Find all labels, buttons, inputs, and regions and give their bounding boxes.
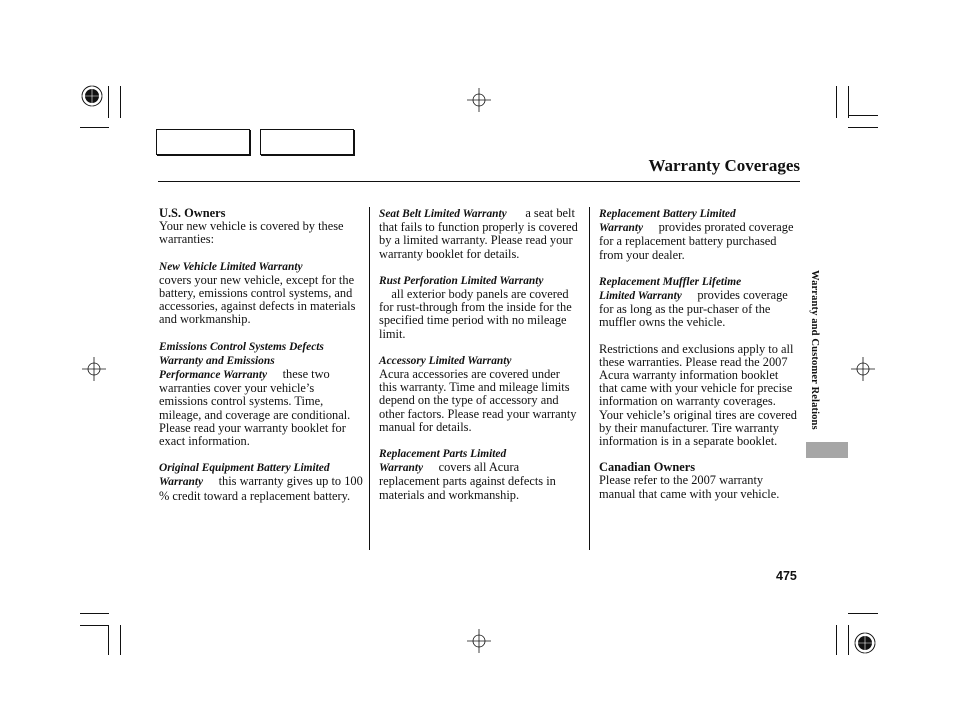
crosshair-mark-icon: [82, 357, 106, 381]
parts-warranty-title-line-2: Warranty: [379, 462, 424, 475]
column-2: [379, 207, 579, 515]
column-3: [599, 207, 797, 514]
emissions-warranty-title-line-3: Performance Warranty: [159, 369, 268, 382]
replacement-battery-title-line-1: Replacement Battery Limited: [599, 208, 736, 220]
emissions-warranty-title-line-1: Emissions Control Systems Defects: [159, 340, 324, 353]
muffler-warranty-title-line-1: Replacement Muffler Lifetime: [599, 275, 742, 288]
seat-belt-warranty-text: belt that fails to function properly is covered by a limited warranty. Please read your warranty booklet for details.: [379, 206, 578, 261]
muffler-warranty-text: coverage for as long as the pur-chaser of the muffler owns the vehicle.: [599, 288, 788, 330]
chapter-side-label: Warranty and Customer Relations: [809, 270, 820, 430]
column-divider: [589, 207, 590, 550]
emissions-warranty-text-start: these two: [282, 367, 330, 382]
restrictions-text: Restrictions and exclusions apply to all these warranties. Please read the 2007 Acura warranty information booklet that came with your vehicle for precise information on warranty coverages. Your vehicle’s original tires are covered by their manufacturer. Tire warranty information is in a separate booklet.: [599, 341, 797, 449]
seat-belt-warranty-text-start: a seat: [525, 206, 554, 220]
muffler-warranty-title-line-2: Limited Warranty: [599, 290, 682, 303]
battery-warranty-text-start: this warranty gives up: [218, 474, 329, 489]
replacement-battery-title-line-2: Warranty: [599, 222, 644, 235]
page-title: Warranty Coverages: [648, 156, 800, 175]
section-heading-us-owners: U.S. Owners: [159, 206, 226, 220]
registration-mark-icon: [80, 84, 104, 108]
battery-warranty-text: to 100 % credit toward a replacement battery.: [159, 474, 363, 503]
nav-tab-box-1[interactable]: [156, 129, 250, 155]
us-owners-text: Your new vehicle is covered by these warranties:: [159, 219, 344, 247]
accessory-warranty-title: Accessory Limited Warranty: [379, 354, 512, 367]
crosshair-mark-icon: [467, 88, 491, 112]
canadian-owners-text: Please refer to the 2007 warranty manual that came with your vehicle.: [599, 473, 780, 501]
section-heading-canadian-owners: Canadian Owners: [599, 460, 696, 475]
new-vehicle-warranty-title: New Vehicle Limited Warranty: [159, 260, 303, 273]
emissions-warranty-title-line-2: Warranty and Emissions: [159, 354, 275, 367]
column-divider: [369, 207, 370, 550]
seat-belt-warranty-title: Seat Belt Limited Warranty: [379, 208, 507, 220]
replacement-battery-text: coverage for a replacement battery purchased from your dealer.: [599, 220, 794, 262]
column-1: [159, 207, 363, 516]
crosshair-mark-icon: [851, 357, 875, 381]
emissions-warranty-text: warranties cover your vehicle’s emissions control systems. Time, mileage, and coverage are conditional. Please read your warranty booklet for exact information.: [159, 381, 351, 449]
accessory-warranty-text: Acura accessories are covered under this warranty. Time and mileage limits depend on the type of accessory and other factors. Please read your warranty manual for details.: [379, 367, 577, 434]
parts-warranty-title-line-1: Replacement Parts Limited: [379, 448, 507, 461]
rust-warranty-text: all exterior body panels are covered for rust-through from the inside for the specified time period with no mileage limit.: [379, 287, 572, 341]
page-number: 475: [776, 569, 797, 583]
new-vehicle-warranty-text: covers your new vehicle, except for the battery, emissions control systems, and accessories, against defects in materials and workmanship.: [159, 272, 356, 327]
nav-tab-box-2[interactable]: [260, 129, 354, 155]
parts-warranty-text-start: covers all Acura: [438, 460, 520, 475]
muffler-warranty-text-start: provides: [697, 288, 740, 303]
replacement-battery-text-start: provides prorated: [658, 220, 746, 235]
chapter-thumb-tab[interactable]: [806, 442, 848, 458]
crosshair-mark-icon: [467, 629, 491, 653]
header-rule: [158, 181, 800, 182]
battery-warranty-title-line-2: Warranty: [159, 476, 204, 489]
rust-warranty-title: Rust Perforation Limited Warranty: [379, 274, 544, 287]
battery-warranty-title-line-1: Original Equipment Battery Limited: [159, 462, 330, 475]
parts-warranty-text: replacement parts against defects in materials and workmanship.: [379, 474, 556, 502]
registration-mark-icon: [853, 631, 877, 655]
